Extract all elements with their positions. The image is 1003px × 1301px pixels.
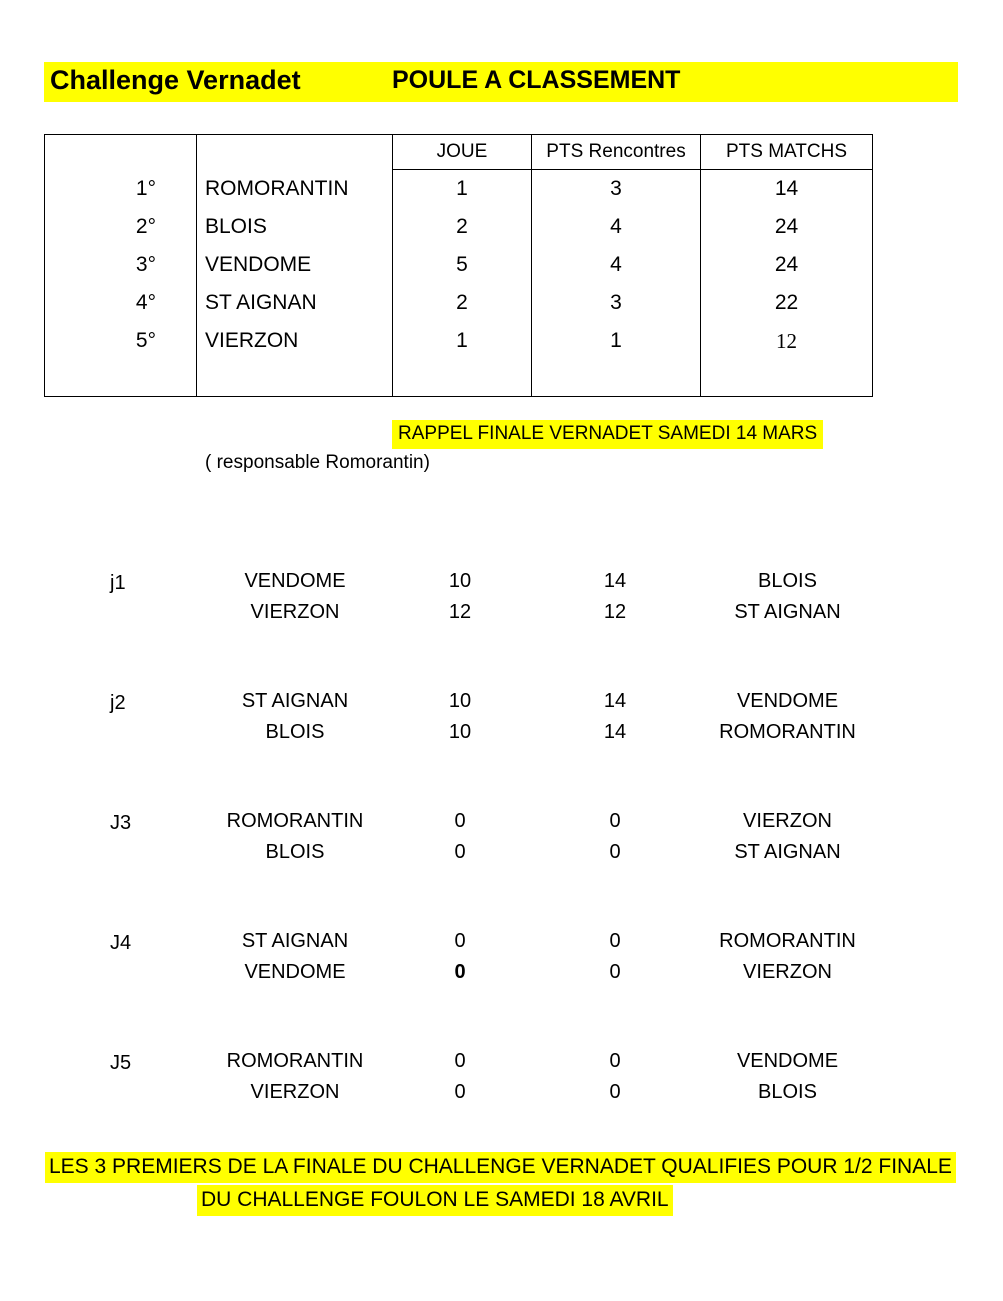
header-joue: JOUE: [393, 135, 532, 170]
table-row: [45, 284, 873, 322]
match-home-score: 12: [448, 601, 472, 623]
match-away-score: 0: [609, 841, 621, 863]
row-team: ST AIGNAN: [197, 284, 393, 322]
match-home-team: ST AIGNAN: [241, 930, 349, 952]
row-rank: 1°: [45, 170, 197, 209]
round-label: j1: [110, 572, 126, 594]
row-joue: 2: [393, 208, 532, 246]
match-away-team: BLOIS: [758, 1081, 817, 1103]
match-row: [0, 570, 1003, 601]
row-pts-matchs: 24: [701, 208, 873, 246]
row-pts-matchs: 12: [701, 322, 873, 360]
match-home-score: 10: [448, 690, 472, 712]
match-away-score: 14: [603, 570, 627, 592]
header-pts-rencontres: PTS Rencontres: [532, 135, 701, 170]
match-row: [0, 810, 1003, 841]
match-row: [0, 690, 1003, 721]
responsable-note: ( responsable Romorantin): [205, 452, 430, 473]
match-home-team: BLOIS: [265, 841, 325, 863]
match-away-team: VENDOME: [736, 1050, 839, 1072]
round-j2: [0, 690, 1003, 810]
match-home-team: VIERZON: [250, 1081, 340, 1103]
match-row: [0, 961, 1003, 992]
round-label: J5: [110, 1052, 132, 1074]
schedule-section: [0, 570, 1003, 1170]
match-home-score: 0: [454, 841, 466, 863]
title-banner: [44, 62, 958, 102]
match-home-score: 10: [448, 721, 472, 743]
row-pts-rencontres: 1: [532, 322, 701, 360]
row-joue: 1: [393, 170, 532, 209]
match-home-team: ROMORANTIN: [226, 810, 364, 832]
standings-header-row: [45, 135, 873, 170]
page-title-right: POULE A CLASSEMENT: [392, 66, 681, 94]
match-row: [0, 841, 1003, 872]
match-away-score: 0: [609, 810, 621, 832]
row-team: VENDOME: [197, 246, 393, 284]
row-pts-rencontres: 3: [532, 170, 701, 209]
row-team: VIERZON: [197, 322, 393, 360]
row-pts-matchs: 22: [701, 284, 873, 322]
spacer-cell: [532, 360, 701, 397]
round-j4: [0, 930, 1003, 1050]
match-row: [0, 930, 1003, 961]
match-away-team: ST AIGNAN: [734, 601, 841, 623]
footer-note-line1: LES 3 PREMIERS DE LA FINALE DU CHALLENGE VERNADET QUALIFIES POUR 1/2 FINALE: [45, 1152, 956, 1183]
row-rank: 4°: [45, 284, 197, 322]
round-j3: [0, 810, 1003, 930]
match-row: [0, 601, 1003, 632]
match-away-score: 0: [609, 1081, 621, 1103]
header-team: [197, 135, 393, 170]
row-joue: 5: [393, 246, 532, 284]
spacer-cell: [701, 360, 873, 397]
table-row: [45, 322, 873, 360]
match-row: [0, 1050, 1003, 1081]
spacer-cell: [45, 360, 197, 397]
round-label: J4: [110, 932, 132, 954]
row-rank: 5°: [45, 322, 197, 360]
match-away-team: ROMORANTIN: [719, 930, 856, 952]
match-home-team: BLOIS: [265, 721, 325, 743]
row-rank: 2°: [45, 208, 197, 246]
row-pts-rencontres: 4: [532, 208, 701, 246]
footer-note-line2: DU CHALLENGE FOULON LE SAMEDI 18 AVRIL: [197, 1185, 673, 1216]
match-home-team: VENDOME: [244, 961, 346, 983]
match-away-score: 0: [609, 1050, 621, 1072]
match-away-score: 12: [603, 601, 627, 623]
table-spacer-row: [45, 360, 873, 397]
match-away-team: BLOIS: [758, 570, 817, 592]
header-pts-matchs: PTS MATCHS: [701, 135, 873, 170]
match-away-team: VENDOME: [736, 690, 839, 712]
round-label: J3: [110, 812, 132, 834]
match-away-team: VIERZON: [743, 810, 832, 832]
table-row: [45, 208, 873, 246]
row-joue: 1: [393, 322, 532, 360]
match-home-score: 0: [454, 1050, 466, 1072]
row-pts-matchs: 14: [701, 170, 873, 209]
match-home-score: 0: [454, 810, 466, 832]
match-row: [0, 721, 1003, 752]
match-row: [0, 1081, 1003, 1112]
match-away-score: 0: [609, 930, 621, 952]
standings-table: [44, 134, 873, 397]
row-team: ROMORANTIN: [197, 170, 393, 209]
rappel-finale-note: RAPPEL FINALE VERNADET SAMEDI 14 MARS: [392, 420, 823, 449]
match-away-team: ST AIGNAN: [734, 841, 841, 863]
row-team: BLOIS: [197, 208, 393, 246]
match-away-score: 14: [603, 690, 627, 712]
match-away-score: 0: [609, 961, 621, 983]
match-home-team: VENDOME: [244, 570, 346, 592]
row-rank: 3°: [45, 246, 197, 284]
match-home-score: 0: [454, 1081, 466, 1103]
page-title-left: Challenge Vernadet: [50, 65, 301, 95]
row-pts-matchs: 24: [701, 246, 873, 284]
round-label: j2: [110, 692, 126, 714]
match-home-team: ROMORANTIN: [226, 1050, 364, 1072]
match-away-score: 14: [603, 721, 627, 743]
table-row: [45, 246, 873, 284]
row-pts-rencontres: 4: [532, 246, 701, 284]
row-joue: 2: [393, 284, 532, 322]
row-pts-rencontres: 3: [532, 284, 701, 322]
match-home-team: ST AIGNAN: [241, 690, 349, 712]
table-row: [45, 170, 873, 209]
spacer-cell: [393, 360, 532, 397]
round-j1: [0, 570, 1003, 690]
spacer-cell: [197, 360, 393, 397]
match-away-team: ROMORANTIN: [719, 721, 856, 743]
match-home-score: 0: [454, 930, 466, 952]
header-rank: [45, 135, 197, 170]
match-home-team: VIERZON: [250, 601, 340, 623]
match-home-score: 0: [454, 961, 466, 983]
match-home-score: 10: [448, 570, 472, 592]
match-away-team: VIERZON: [743, 961, 832, 983]
